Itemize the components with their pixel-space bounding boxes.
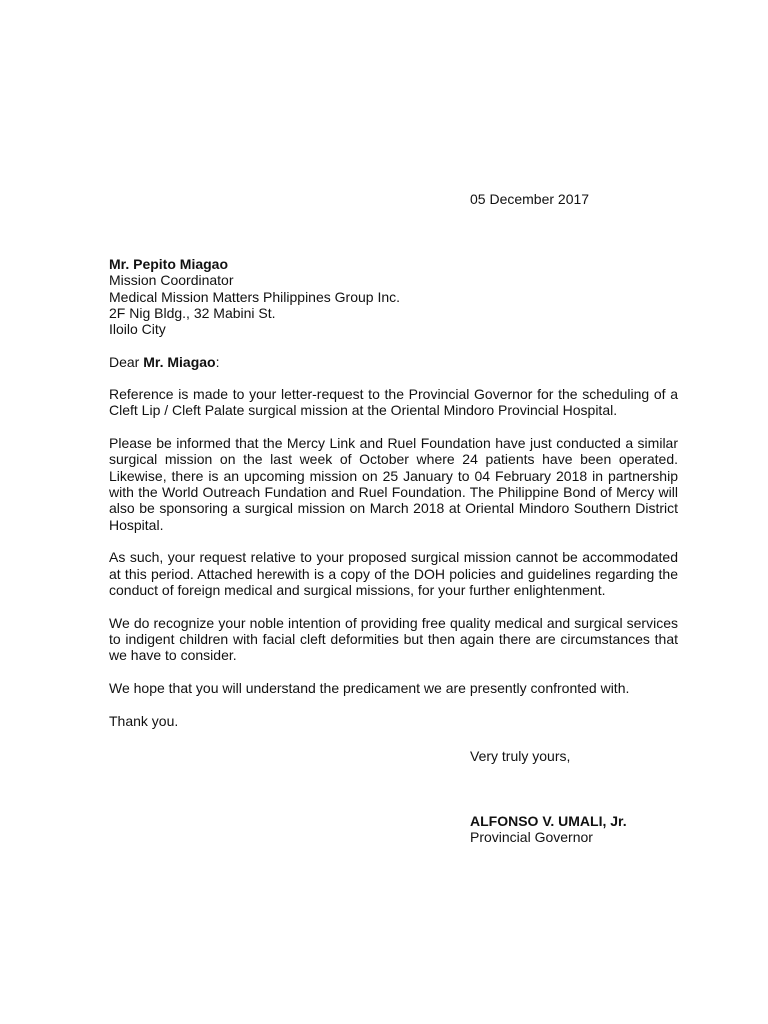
recipient-city: Iloilo City — [109, 321, 166, 338]
recipient-name: Mr. Pepito Miagao — [109, 256, 229, 272]
signature-block — [470, 813, 627, 846]
recipient-street: 2F Nig Bldg., 32 Mabini St. — [109, 304, 276, 321]
paragraph-request-declined: As such, your request relative to your proposed surgical mission cannot be accommodated at this period. Attached herewith is a copy of the DOH policies and guidelines regarding the conduct of foreign medical and surgical missions, for your further enlightenment. — [109, 549, 678, 598]
paragraph-reference: Reference is made to your letter-request to the Provincial Governor for the scheduling of a Cleft Lip / Cleft Palate surgical mission at the Oriental Mindoro Provincial Hospital. — [109, 386, 678, 419]
letter-body — [109, 386, 678, 746]
paragraph-thanks: Thank you. — [109, 712, 179, 729]
paragraph-prior-missions: Please be informed that the Mercy Link and Ruel Foundation have just conducted a similar surgical mission on the last week of October where 24 patients have been operated. Likewise, there is an upcoming mission on 25 January to 04 February 2018 in partnership with the World Outreach Fundation and Ruel Foundation. The Philippine Bond of Mercy will also be sponsoring a surgical mission on March 2018 at Oriental Mindoro Southern District Hospital. — [109, 435, 678, 533]
recipient-title: Mission Coordinator — [109, 272, 234, 289]
salutation-name: Mr. Miagao — [143, 354, 216, 370]
paragraph-recognition: We do recognize your noble intention of providing free quality medical and surgical services to indigent children with facial cleft deformities but then again there are circumstances that we have to consider. — [109, 614, 678, 664]
recipient-address-block — [109, 256, 400, 337]
paragraph-understanding: We hope that you will understand the predicament we are presently confronted with. — [109, 680, 630, 697]
signer-title: Provincial Governor — [470, 829, 593, 846]
letter-date: 05 December 2017 — [470, 191, 590, 207]
salutation-prefix: Dear — [109, 354, 144, 370]
recipient-organization: Medical Mission Matters Philippines Group Inc. — [109, 288, 401, 305]
salutation — [109, 354, 219, 370]
salutation-suffix: : — [215, 354, 220, 370]
closing: Very truly yours, — [470, 748, 571, 764]
signer-name: ALFONSO V. UMALI, Jr. — [470, 813, 627, 829]
